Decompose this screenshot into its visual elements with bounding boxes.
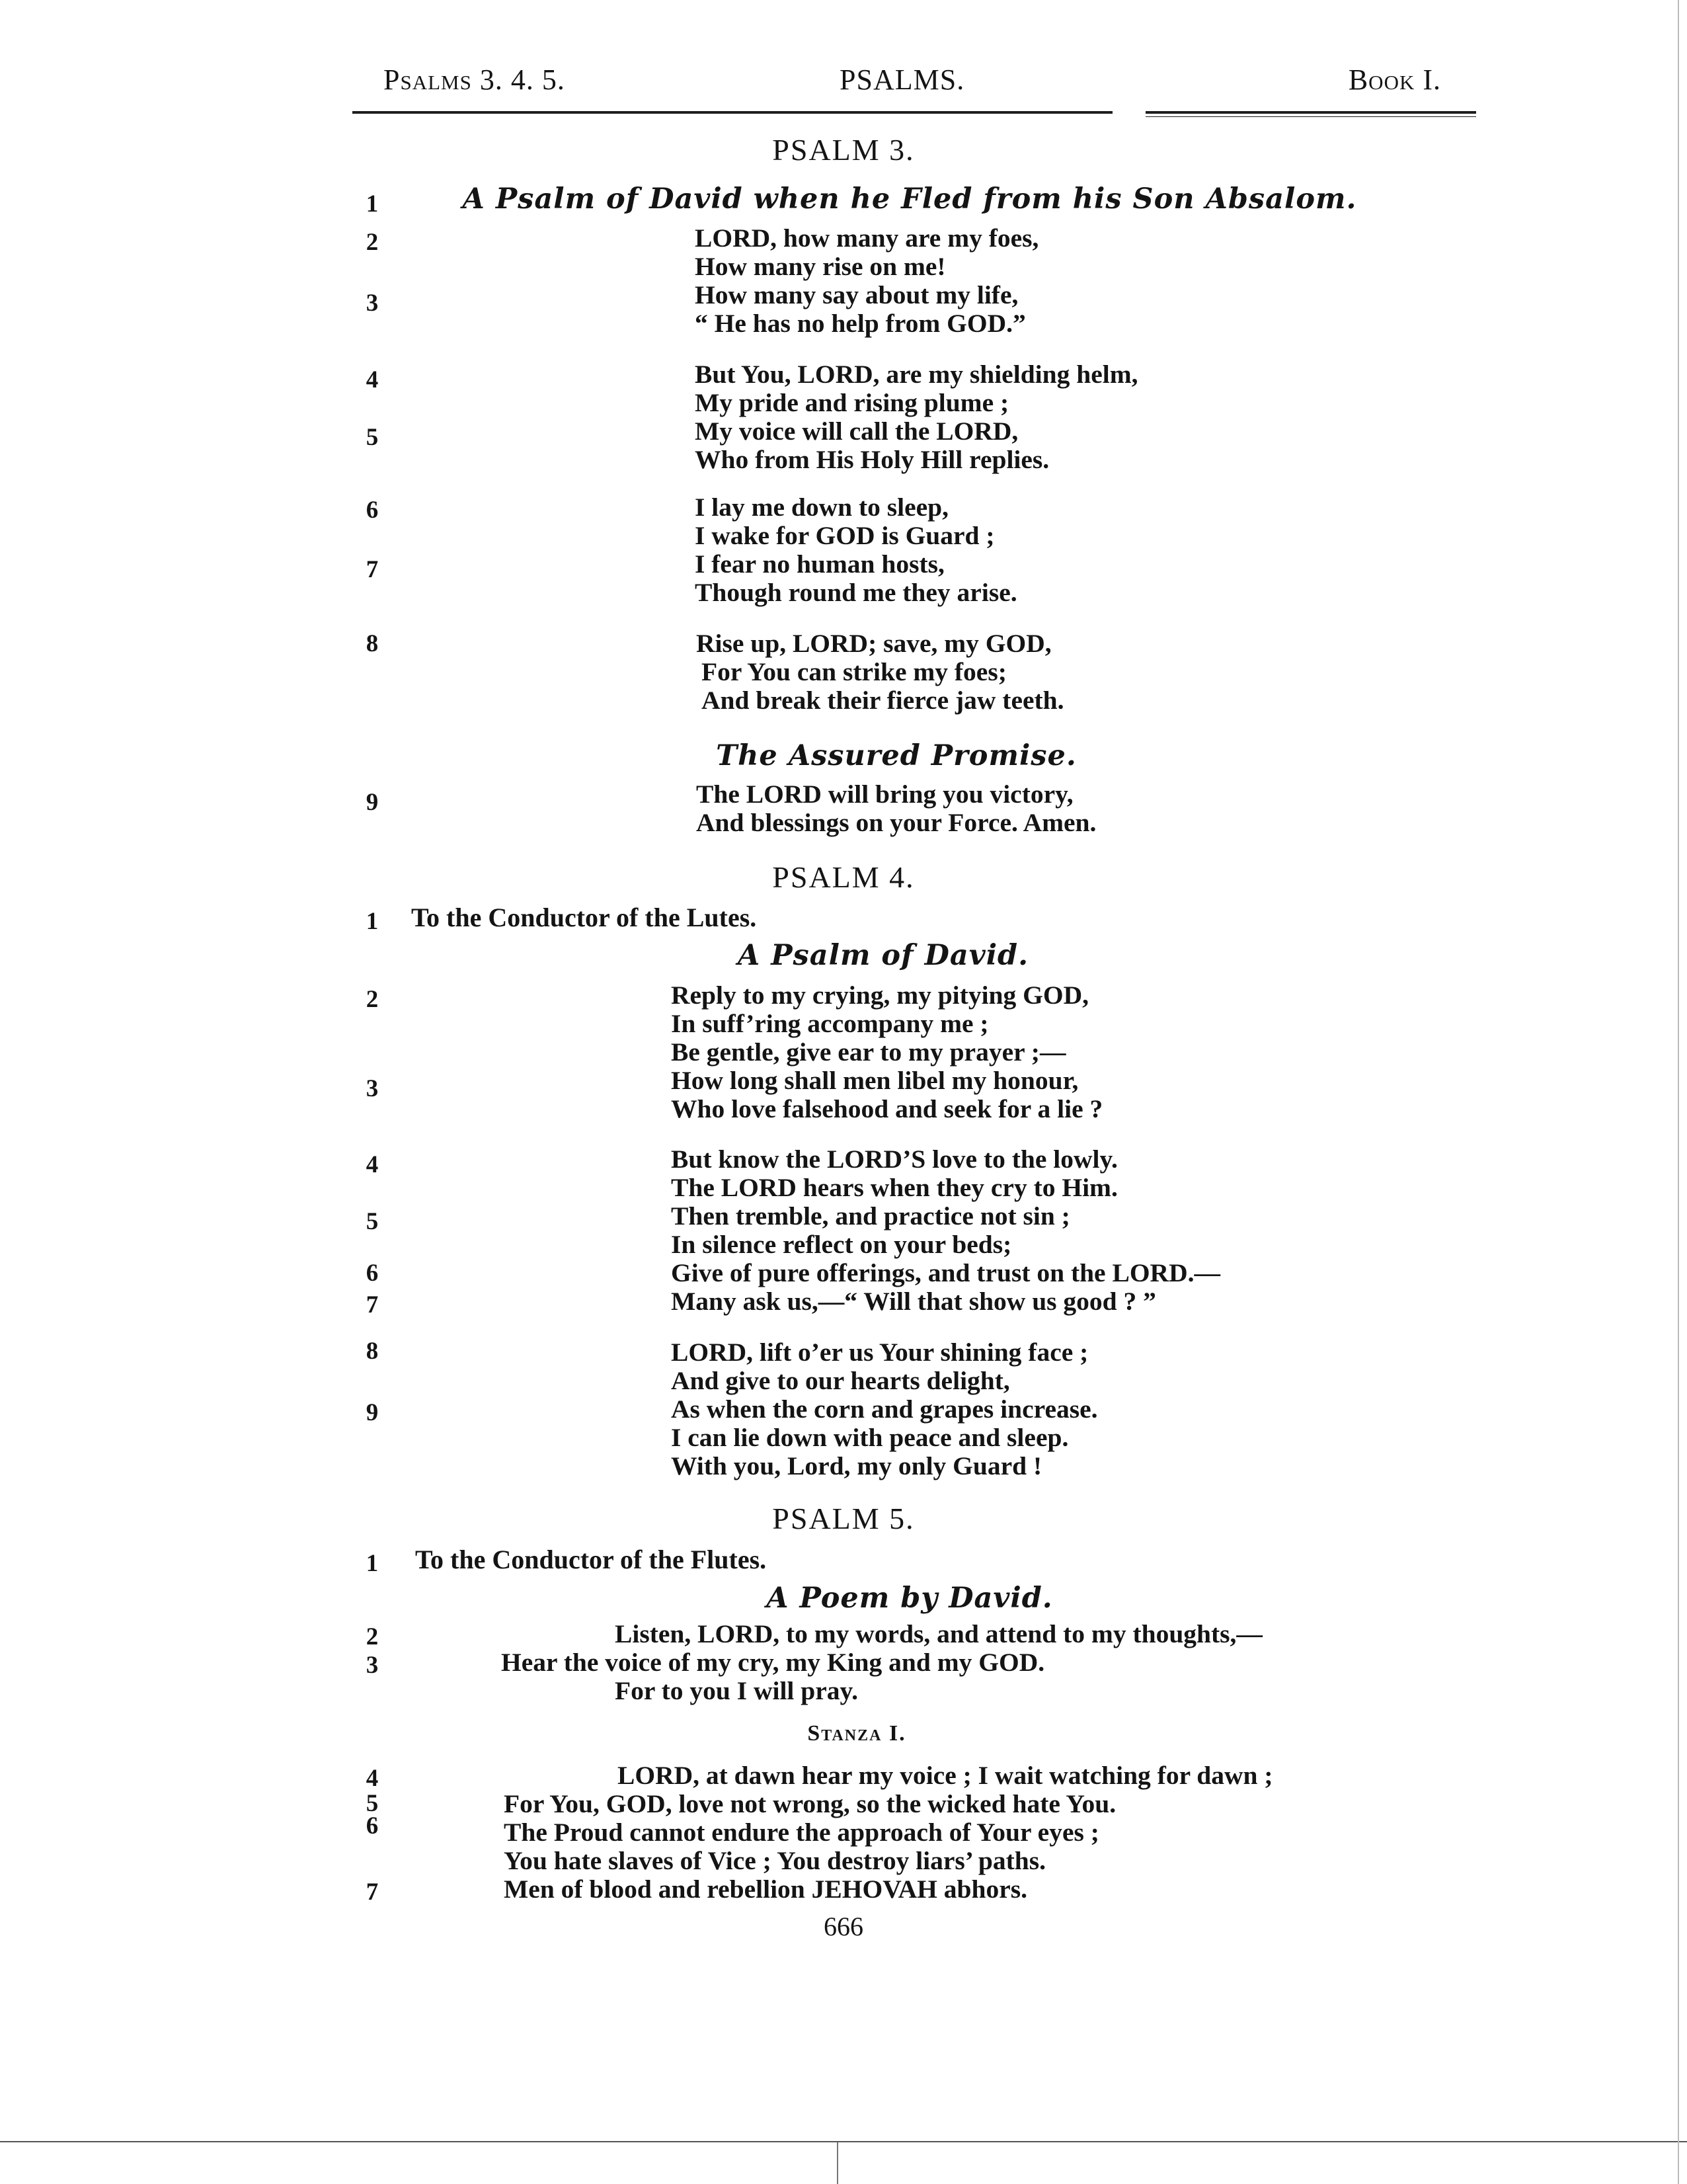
verse-line: Listen, LORD, to my words, and attend to my thoughts,— (615, 1619, 1263, 1648)
verse-number: 8 (366, 630, 379, 657)
verse-line: The LORD hears when they cry to Him. (671, 1173, 1118, 1202)
verse-line: Men of blood and rebellion JEHOVAH abhors. (504, 1875, 1027, 1904)
header-book-number: Book I. (1348, 63, 1441, 96)
verse-line: But You, LORD, are my shielding helm, (695, 360, 1138, 389)
header-rule-left (352, 111, 1113, 114)
verse-line: Hear the voice of my cry, my King and my GOD. (501, 1648, 1045, 1677)
verse-line: LORD, at dawn hear my voice ; I wait watching for dawn ; (617, 1761, 1273, 1790)
footer-divider (837, 2142, 838, 2184)
verse-number: 6 (366, 1812, 379, 1840)
verse-line: The Proud cannot endure the approach of Your eyes ; (504, 1818, 1099, 1847)
verse-line: LORD, how many are my foes, (695, 223, 1039, 253)
verse-number: 4 (366, 1765, 379, 1792)
psalm-4-title: PSALM 4. (772, 860, 915, 894)
verse-number: 9 (366, 1399, 379, 1426)
verse-number: 2 (366, 1623, 379, 1650)
right-edge-line (1678, 0, 1679, 2184)
verse-number: 1 (366, 190, 379, 218)
verse-line: How many rise on me! (695, 252, 946, 281)
verse-line: And give to our hearts delight, (671, 1366, 1010, 1395)
verse-number: 7 (366, 1879, 379, 1906)
verse-number: 5 (366, 1790, 379, 1817)
psalm-4-inscription: To the Conductor of the Lutes. (411, 903, 757, 932)
verse-number: 7 (366, 556, 379, 583)
verse-line: For to you I will pray. (615, 1676, 858, 1705)
verse-number: 5 (366, 424, 379, 451)
verse-line: “ He has no help from GOD.” (695, 309, 1026, 338)
psalm-3-subheading: The Assured Promise. (716, 739, 1077, 772)
verse-line: In silence reflect on your beds; (671, 1230, 1012, 1259)
verse-number: 7 (366, 1291, 379, 1318)
verse-line: The LORD will bring you victory, (696, 780, 1074, 809)
header-psalm-range: Psalms 3. 4. 5. (383, 63, 565, 96)
verse-line: You hate slaves of Vice ; You destroy liars’ paths. (504, 1846, 1046, 1875)
verse-line: With you, Lord, my only Guard ! (671, 1451, 1042, 1480)
verse-number: 3 (366, 1652, 379, 1679)
verse-number: 5 (366, 1208, 379, 1235)
verse-line: But know the LORD’S love to the lowly. (671, 1145, 1118, 1174)
verse-line: For You, GOD, love not wrong, so the wicked hate You. (504, 1789, 1117, 1818)
psalm-5-inscription: To the Conductor of the Flutes. (415, 1545, 767, 1574)
verse-number: 1 (366, 1550, 379, 1577)
psalm-3-title: PSALM 3. (772, 133, 915, 167)
verse-line: Be gentle, give ear to my prayer ;— (671, 1037, 1066, 1067)
verse-number: 4 (366, 1151, 379, 1178)
header-book-title: PSALMS. (840, 63, 965, 96)
verse-line: In suff’ring accompany me ; (671, 1009, 989, 1038)
verse-line: Many ask us,—“ Will that show us good ? ” (671, 1287, 1156, 1316)
header-rule-right (1146, 111, 1476, 114)
verse-number: 9 (366, 789, 379, 816)
verse-number: 3 (366, 1075, 379, 1102)
verse-line: I can lie down with peace and sleep. (671, 1423, 1069, 1452)
psalm-3-heading: A Psalm of David when he Fled from his Son Absalom. (462, 182, 1357, 216)
verse-line: My voice will call the LORD, (695, 417, 1019, 446)
verse-line: Then tremble, and practice not sin ; (671, 1201, 1070, 1231)
verse-line: For You can strike my foes; (701, 657, 1007, 686)
header-rule-right-thin (1146, 116, 1476, 117)
verse-number: 3 (366, 290, 379, 317)
verse-line: I lay me down to sleep, (695, 493, 949, 522)
verse-line: Who love falsehood and seek for a lie ? (671, 1094, 1103, 1123)
verse-number: 8 (366, 1338, 379, 1365)
verse-line: I wake for GOD is Guard ; (695, 521, 995, 550)
verse-line: Though round me they arise. (695, 578, 1017, 607)
verse-line: And break their fierce jaw teeth. (701, 686, 1064, 715)
verse-number: 6 (366, 497, 379, 524)
verse-line: My pride and rising plume ; (695, 388, 1009, 417)
verse-line: Who from His Holy Hill replies. (695, 445, 1050, 474)
verse-number: 2 (366, 986, 379, 1013)
verse-line: Give of pure offerings, and trust on the LORD.— (671, 1258, 1220, 1287)
running-header (383, 63, 1441, 102)
page-number: 666 (824, 1912, 863, 1941)
footer-rule (0, 2141, 1687, 2142)
verse-number: 2 (366, 229, 379, 256)
verse-line: And blessings on your Force. Amen. (696, 808, 1097, 837)
verse-number: 1 (366, 908, 379, 935)
verse-line: Reply to my crying, my pitying GOD, (671, 981, 1089, 1010)
verse-number: 4 (366, 366, 379, 393)
verse-line: I fear no human hosts, (695, 549, 945, 579)
verse-line: Rise up, LORD; save, my GOD, (696, 629, 1052, 658)
psalm-4-heading: A Psalm of David. (737, 939, 1029, 972)
verse-line: LORD, lift o’er us Your shining face ; (671, 1338, 1089, 1367)
psalm-5-heading: A Poem by David. (766, 1582, 1053, 1615)
verse-number: 6 (366, 1260, 379, 1287)
stanza-heading: Stanza I. (807, 1721, 906, 1746)
verse-line: How long shall men libel my honour, (671, 1066, 1079, 1095)
verse-line: As when the corn and grapes increase. (671, 1395, 1098, 1424)
psalm-5-title: PSALM 5. (772, 1502, 915, 1535)
verse-line: How many say about my life, (695, 280, 1019, 309)
